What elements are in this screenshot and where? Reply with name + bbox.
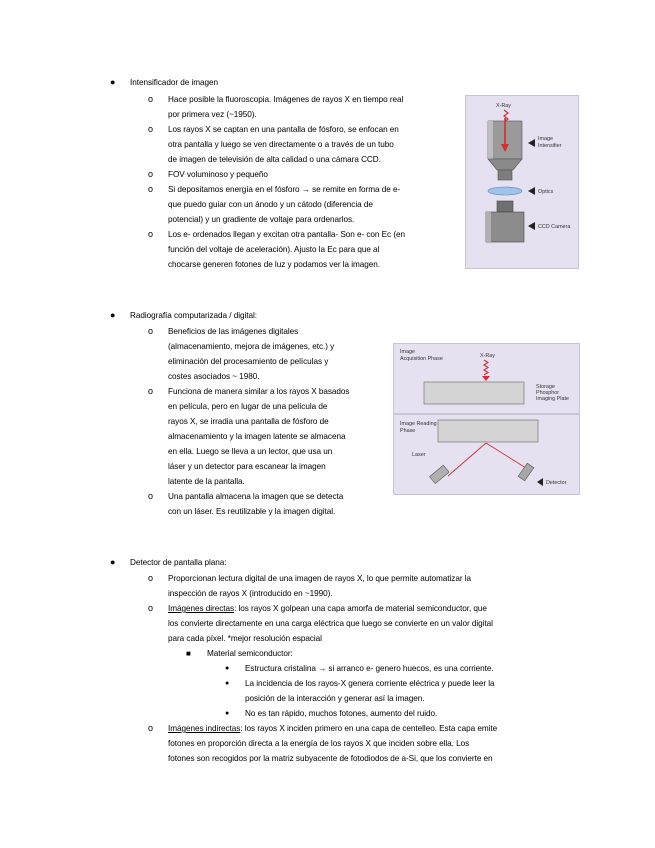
bullet-level1: ●	[110, 310, 116, 320]
section-title-radiografia: Radiografía computarizada / digital:	[130, 311, 257, 320]
bullet-level2: o	[148, 723, 153, 733]
computed-radiography-diagram	[394, 344, 579, 494]
list-item-line: de imagen de televisión de alta calidad o una cámara CCD.	[168, 155, 381, 164]
bullet-level2: o	[148, 386, 153, 396]
indirectas-text: : los rayos X inciden primero en una capa de centelleo. Esta capa emite	[240, 724, 498, 733]
bullet-level1: ●	[110, 77, 116, 87]
list-item-line: chocarse generen fotones de luz y podamos ver la imagen.	[168, 260, 381, 269]
list-item-line: otra pantalla y luego se ven directamente o a través de un tubo	[168, 140, 394, 149]
pointer-icon	[537, 478, 543, 486]
indirectas-label: Imágenes indirectas	[168, 724, 241, 733]
laser-label: Laser	[412, 452, 426, 458]
bullet-level2: o	[148, 124, 153, 134]
bullet-level3: ■	[186, 649, 191, 658]
bullet-level2: o	[148, 184, 153, 194]
list-item-line: con un láser. Es reutilizable y la imagen digital.	[168, 507, 336, 516]
list-item-line: Funciona de manera similar a los rayos X basados	[168, 387, 350, 396]
detector-label: Detector	[546, 480, 567, 486]
list-item-line: No es tan rápido, muchos fotones, aumento del ruido.	[245, 709, 438, 718]
material-title: Material semiconductor:	[207, 649, 293, 658]
bullet-level2: o	[148, 229, 153, 239]
list-item-line: los convierte directamente en una carga eléctrica que luego se convierte en un valor digital	[168, 619, 493, 628]
bullet-level2: o	[148, 603, 153, 613]
list-item-line: Una pantalla almacena la imagen que se detecta	[168, 492, 344, 501]
section-title-intensificador: Intensificador de imagen	[130, 78, 219, 87]
pointer-icon	[528, 222, 535, 230]
list-item-line: latente de la pantalla.	[168, 477, 245, 486]
xray-arrow-icon	[482, 376, 490, 381]
intensifier-label: Image	[538, 136, 553, 142]
ccd-camera-label: CCD Camera	[538, 224, 571, 230]
list-item-line: para cada píxel. *mejor resolución espacial	[168, 634, 322, 643]
list-item-line: almacenamiento y la imagen latente se almacena	[168, 432, 346, 441]
list-item-line: La incidencia de los rayos-X genera corriente eléctrica y puede leer la	[245, 679, 495, 688]
bullet-level4: ●	[225, 710, 230, 717]
list-item-line: Estructura cristalina → si arranco e- genero huecos, es una corriente.	[245, 664, 494, 673]
list-item-line: posición de la interacción y generar así la imagen.	[245, 694, 425, 703]
list-item-line: por primera vez (~1950).	[168, 110, 257, 119]
plate-label: Storage	[536, 384, 555, 390]
list-item-line: eliminación del procesamiento de películas y	[168, 357, 329, 366]
computed-radiography-figure	[393, 343, 580, 495]
reading-phase-label: Phase	[400, 428, 416, 434]
plate-label: Imaging Plate	[536, 396, 569, 402]
pointer-icon	[528, 187, 535, 195]
intensifier-label: Intensifier	[538, 143, 562, 149]
list-item-line: (almacenamiento, mejora de imágenes, etc.) y	[168, 342, 335, 351]
laser-device	[430, 465, 450, 483]
image-intensifier-figure	[465, 95, 579, 269]
storage-phosphor-plate	[424, 382, 524, 404]
acquisition-phase-label: Image	[400, 349, 415, 355]
list-item-line: inspección de rayos X (introducido en ~1990).	[168, 589, 333, 598]
optics-label: Optics	[538, 189, 554, 195]
list-item-line: costes asociados ~ 1980.	[168, 372, 260, 381]
list-item-line: que puedo guiar con un ánodo y un cátodo (diferencia de	[168, 200, 373, 209]
list-item-line: Beneficios de las imágenes digitales	[168, 327, 299, 336]
list-item-line: Los e- ordenados llegan y excitan otra pantalla- Son e- con Ec (en	[168, 230, 406, 239]
optics-lens	[488, 187, 522, 195]
reflected-beam	[486, 443, 526, 468]
list-item-line: en ella. Luego se lleva a un lector, que usa un	[168, 447, 333, 456]
list-item-line: función del voltaje de aceleración). Ajusto la Ec para que al	[168, 245, 380, 254]
list-item-line: Si depositamos energía en el fósforo → se remite en forma de e-	[168, 185, 401, 194]
list-item-line	[168, 601, 487, 616]
bullet-level2: o	[148, 491, 153, 501]
xray-label: X-Ray	[480, 353, 495, 359]
bullet-level4: ●	[225, 665, 230, 672]
list-item-line: Los rayos X se captan en una pantalla de fósforo, se enfocan en	[168, 125, 399, 134]
reading-plate	[438, 420, 538, 442]
bullet-level1: ●	[110, 557, 116, 567]
pointer-icon	[528, 139, 535, 147]
ccd-camera	[486, 212, 524, 242]
detector-device	[518, 463, 534, 481]
list-item-line: fotones en proporción directa a la energía de los rayos X que inciden sobre ella. Los	[168, 739, 470, 748]
bullet-level4: ●	[225, 680, 230, 687]
bullet-level2: o	[148, 169, 153, 179]
plate-label: Phosphor	[536, 390, 560, 396]
directas-text: : los rayos X golpean una capa amorfa de material semiconductor, que	[234, 604, 487, 613]
list-item-line: en película, pero en lugar de una película de	[168, 402, 328, 411]
list-item-line: potencial) y un gradiente de voltaje para ordenarlos.	[168, 215, 355, 224]
bullet-level2: o	[148, 326, 153, 336]
bullet-level2: o	[148, 94, 153, 104]
list-item-line	[168, 721, 497, 736]
acquisition-phase-label: Acquisition Phase	[400, 356, 443, 362]
list-item-line: Hace posible la fluoroscopia. Imágenes de rayos X en tiempo real	[168, 95, 404, 104]
bullet-level2: o	[148, 573, 153, 583]
list-item-line: FOV voluminoso y pequeño	[168, 170, 268, 179]
reading-phase-label: Image Reading	[400, 421, 437, 427]
laser-beam	[448, 443, 486, 476]
list-item-line: láser y un detector para escanear la imagen	[168, 462, 326, 471]
list-item-line: Proporcionan lectura digital de una imagen de rayos X, lo que permite automatizar la	[168, 574, 472, 583]
directas-label: Imágenes directas	[168, 604, 235, 613]
xray-label: X-Ray	[496, 103, 511, 109]
xray-wave	[484, 360, 488, 375]
section-title-detector: Detector de pantalla plana:	[130, 558, 227, 567]
list-item-line: rayos X, se irradia una pantalla de fósforo de	[168, 417, 329, 426]
list-item-line: fotones son recogidos por la matriz subyacente de fotodiodos de a-Si, que los convierte en	[168, 754, 493, 763]
image-intensifier-diagram	[466, 96, 578, 268]
